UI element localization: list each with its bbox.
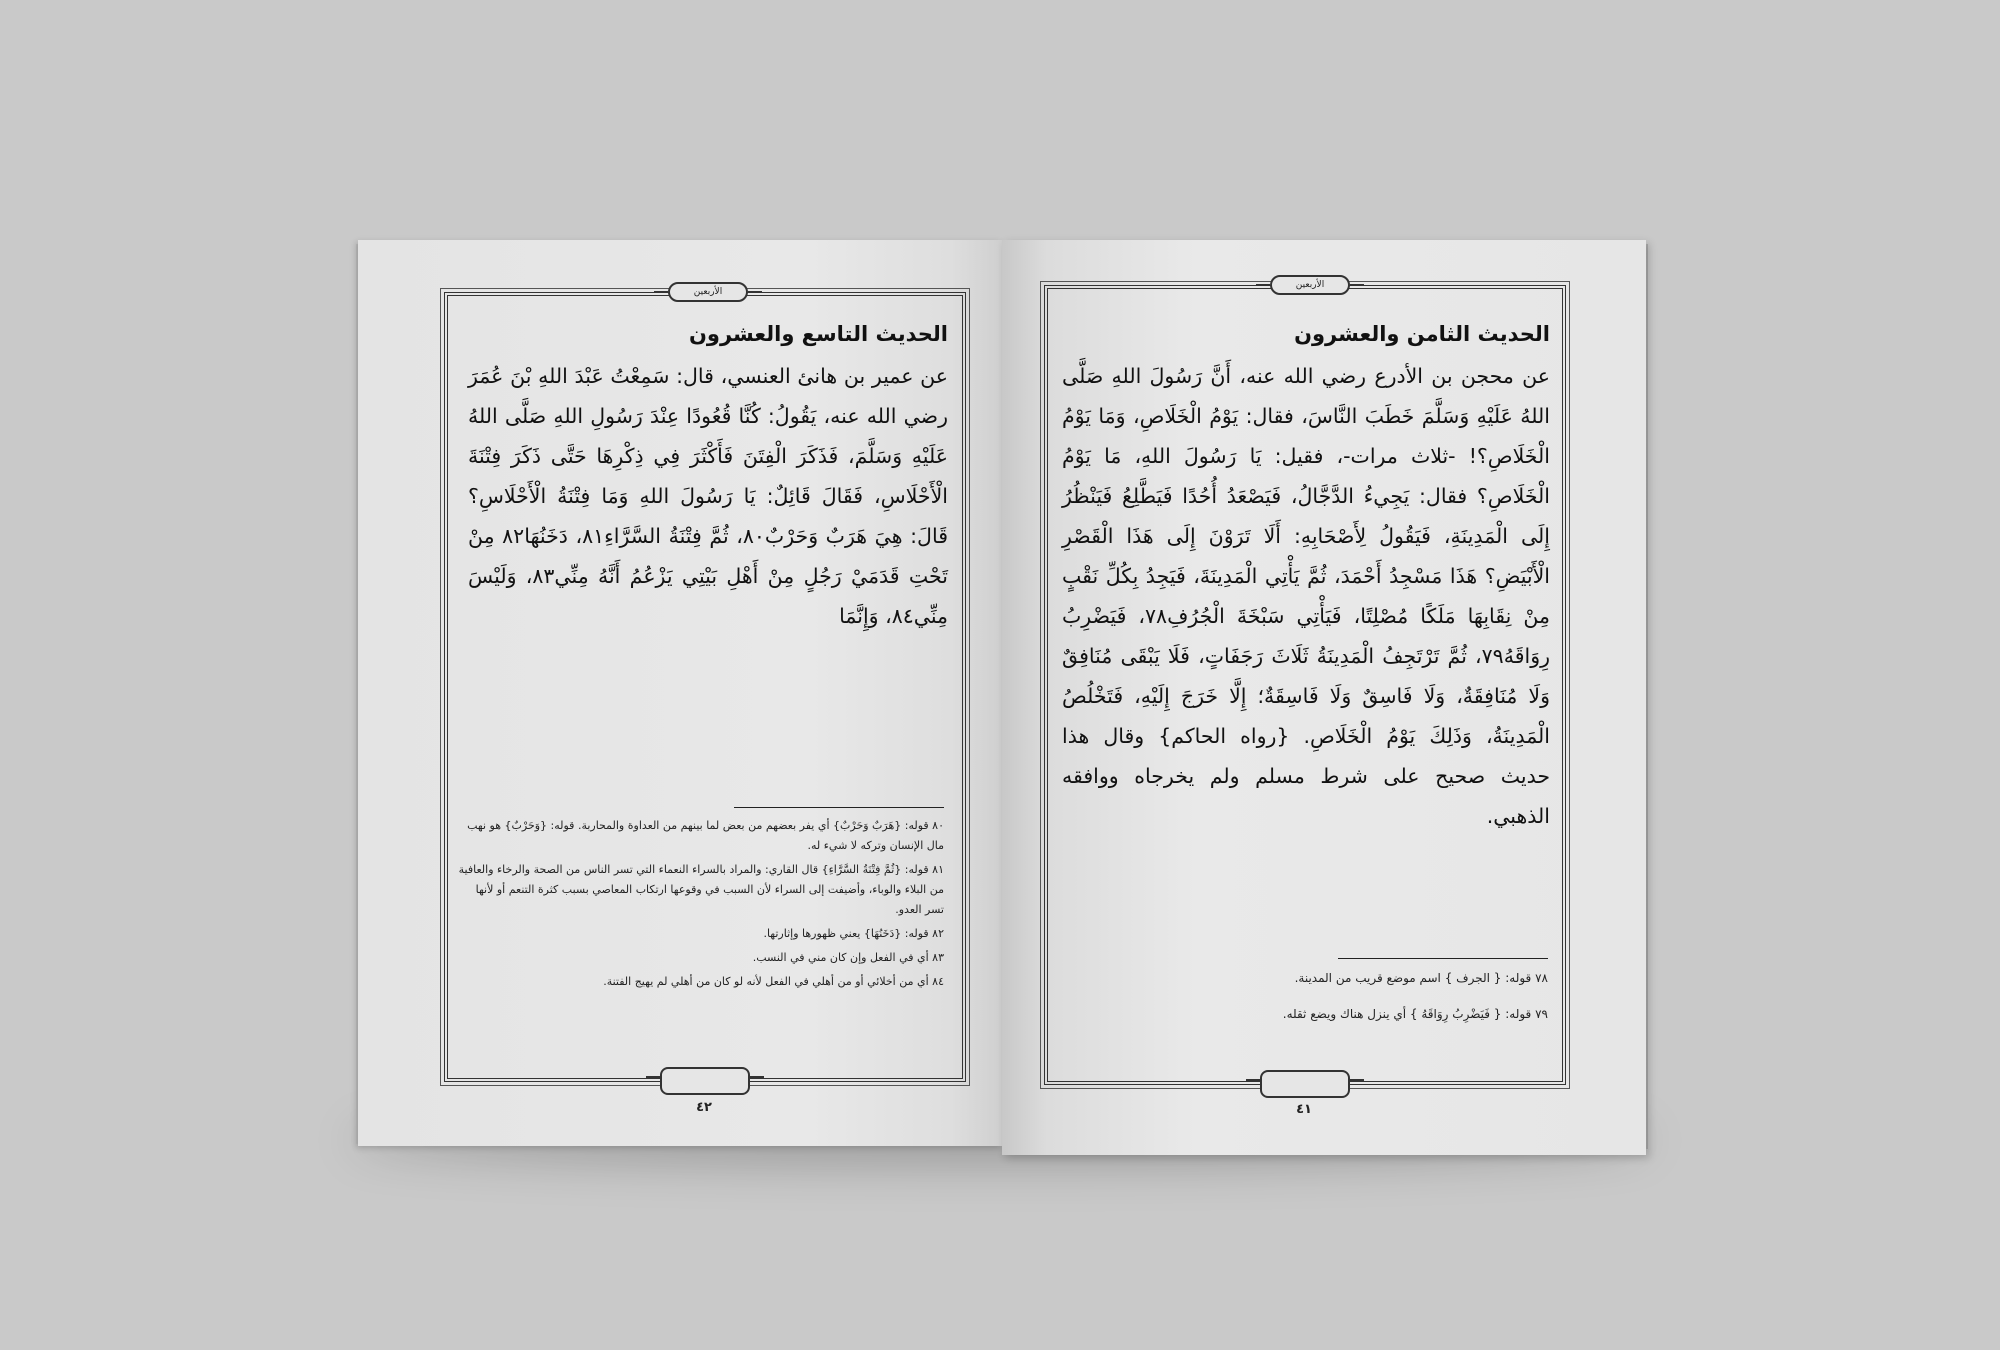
left-page-content	[468, 322, 948, 636]
page-number: ٤١	[1296, 1102, 1312, 1117]
header-label: الأربعين	[693, 287, 723, 297]
header-label: الأربعين	[1295, 280, 1325, 290]
footnote: ٧٩ قوله: { فَيَضْرِبُ رِوَاقَهُ } أي ينزل هناك ويضع ثقله.	[1282, 1007, 1548, 1021]
footnote: ٧٨ قوله: { الجرف } اسم موضع قريب من المدينة.	[1294, 971, 1548, 985]
footnotes	[1062, 958, 1548, 1039]
footnote-separator	[1338, 958, 1548, 959]
page-number: ٤٢	[696, 1100, 712, 1115]
footnote: ٨٤ أي من أخلائي أو من أهلي في الفعل لأنه لو كان من أهلي لم يهيج الفتنة.	[603, 975, 944, 988]
hadith-title: الحديث التاسع والعشرون	[688, 322, 948, 346]
footnote: ٨١ قوله: {ثُمَّ فِتْنَةُ السَّرَّاءِ} قال القاري: والمراد بالسراء النعماء التي تسر الناس من الصحة والرخاء والعافية من البلاء والوباء، وأضيفت إلى السراء لأن السبب في وقوعها ارتكاب المعاصي بسبب كثرة التنعم أو لأنها تسر العدو.	[458, 863, 944, 916]
header-cartouche	[668, 282, 748, 302]
hadith-title: الحديث الثامن والعشرون	[1294, 322, 1550, 346]
hadith-body: عن محجن بن الأدرع رضي الله عنه، أَنَّ رَسُولَ اللهِ صَلَّى اللهُ عَلَيْهِ وَسَلَّمَ خَطَبَ النَّاسَ، فقال: يَوْمُ الْخَلَاصِ، وَمَا يَوْمُ الْخَلَاصِ؟! -ثلاث مرات-، فقيل: يَا رَسُولَ اللهِ، مَا يَوْمُ الْخَلَاصِ؟ فقال: يَجِيءُ الدَّجَّالُ، فَيَصْعَدُ أُحُدًا فَيَطَّلِعُ فَيَنْظُرُ إِلَى الْمَدِينَةِ، فَيَقُولُ لِأَصْحَابِهِ: أَلَا تَرَوْنَ إِلَى هَذَا الْقَصْرِ الْأَبْيَضِ؟ هَذَا مَسْجِدُ أَحْمَدَ، ثُمَّ يَأْتِي الْمَدِينَةَ، فَيَجِدُ بِكُلِّ نَقْبٍ مِنْ نِقَابِهَا مَلَكًا مُصْلِتًا، فَيَأْتِي سَبْخَةَ الْجُرُفِ٧٨، فَيَضْرِبُ رِوَاقَهُ٧٩، ثُمَّ تَرْتَجِفُ الْمَدِينَةُ ثَلَاثَ رَجَفَاتٍ، فَلَا يَبْقَى مُنَافِقٌ وَلَا مُنَافِقَةٌ، وَلَا فَاسِقٌ وَلَا فَاسِقَةٌ؛ إِلَّا خَرَجَ إِلَيْهِ، فَتَخْلُصُ الْمَدِينَةُ، وَذَلِكَ يَوْمُ الْخَلَاصِ. {رواه الحاكم} وقال هذا حديث صحيح على شرط مسلم ولم يخرجاه ووافقه الذهبي.	[1062, 364, 1550, 828]
hadith-body: عن عمير بن هانئ العنسي، قال: سَمِعْتُ عَبْدَ اللهِ بْنَ عُمَرَ رضي الله عنه، يَقُولُ: كُنَّا قُعُودًا عِنْدَ رَسُولِ اللهِ صَلَّى اللهُ عَلَيْهِ وَسَلَّمَ، فَذَكَرَ الْفِتَنَ فَأَكْثَرَ فِي ذِكْرِهَا حَتَّى ذَكَرَ فِتْنَةَ الْأَحْلَاسِ، فَقَالَ قَائِلٌ: يَا رَسُولَ اللهِ وَمَا فِتْنَةُ الْأَحْلَاسِ؟ قَالَ: هِيَ هَرَبٌ وَحَرْبٌ٨٠، ثُمَّ فِتْنَةُ السَّرَّاءِ٨١، دَخَنُهَا٨٢ مِنْ تَحْتِ قَدَمَيْ رَجُلٍ مِنْ أَهْلِ بَيْتِي يَزْعُمُ أَنَّهُ مِنِّي٨٣، وَلَيْسَ مِنِّي٨٤، وَإِنَّمَا	[468, 364, 948, 628]
footnote: ٨٠ قوله: {هَرَبٌ وَحَرْبٌ} أي يفر بعضهم من بعض لما بينهم من العداوة والمحاربة. قوله: {وَحَرْبٌ} هو نهب مال الإنسان وتركه لا شيء له.	[467, 819, 944, 852]
footnote: ٨٢ قوله: {دَخَنُهَا} يعني ظهورها وإثارتها.	[763, 927, 944, 940]
left-page	[358, 240, 1002, 1146]
footer-ornament	[660, 1067, 750, 1095]
right-page-content	[1062, 322, 1550, 836]
footnote-separator	[734, 807, 944, 808]
footnotes	[458, 807, 944, 996]
right-page	[1002, 240, 1646, 1155]
footnote: ٨٣ أي في الفعل وإن كان مني في النسب.	[752, 951, 944, 964]
header-cartouche	[1270, 275, 1350, 295]
footer-ornament	[1260, 1070, 1350, 1098]
